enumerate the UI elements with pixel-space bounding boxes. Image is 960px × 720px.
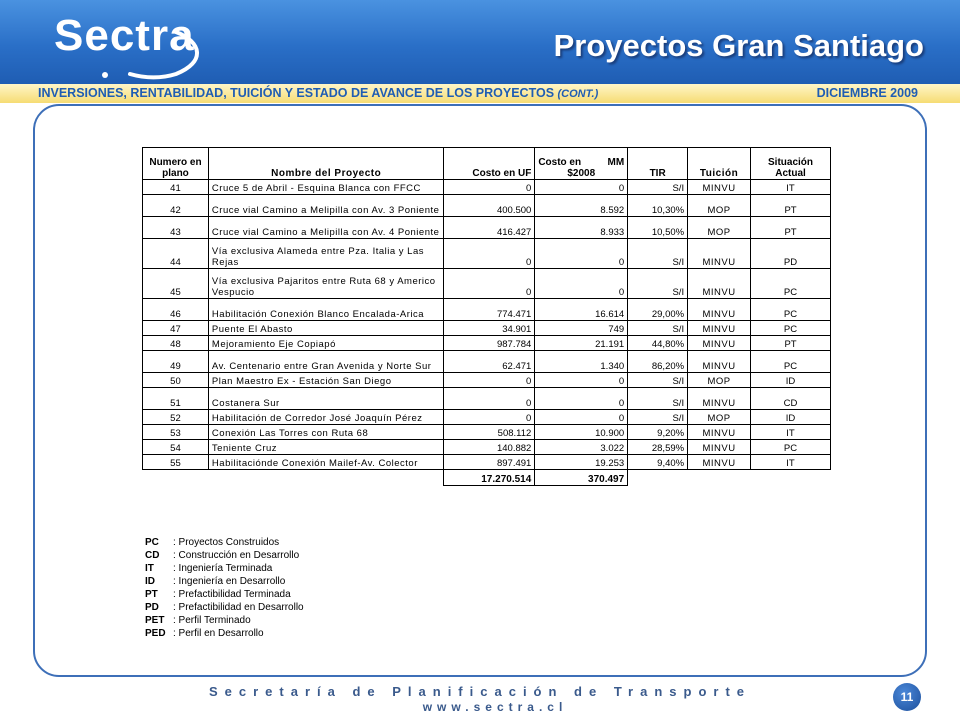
header-tir: TIR	[628, 148, 688, 180]
cell-uf: 0	[444, 180, 535, 195]
table-row	[143, 321, 831, 336]
cell-num: 47	[143, 321, 209, 336]
legend-abbr: PD	[145, 602, 159, 613]
cell-mm: 3.022	[535, 440, 628, 455]
header-sit-line2: Actual	[775, 168, 806, 179]
cell-name: Av. Centenario entre Gran Avenida y Norte Sur	[208, 351, 444, 373]
cell-tir: 44,80%	[628, 336, 688, 351]
cell-mm: 0	[535, 180, 628, 195]
legend-abbr: PED	[145, 628, 166, 639]
legend-abbr: IT	[145, 563, 154, 574]
legend-abbr: ID	[145, 576, 155, 587]
cell-sit: IT	[751, 455, 831, 470]
cell-mm: 16.614	[535, 299, 628, 321]
legend-item	[145, 562, 304, 575]
cell-name: Mejoramiento Eje Copiapó	[208, 336, 444, 351]
cell-name: Vía exclusiva Pajaritos entre Ruta 68 y Americo Vespucio	[208, 269, 444, 299]
cell-uf: 0	[444, 388, 535, 410]
header-mm-line2: $2008	[567, 168, 596, 179]
header-mm-line1: Costo en	[538, 157, 582, 168]
cell-tuicion: MINVU	[688, 388, 751, 410]
cell-tuicion: MINVU	[688, 321, 751, 336]
subtitle-cont: (CONT.)	[557, 88, 599, 100]
total-mm: 370.497	[535, 470, 628, 486]
cell-uf: 0	[444, 373, 535, 388]
legend-abbr: PC	[145, 537, 159, 548]
cell-mm: 19.253	[535, 455, 628, 470]
cell-mm: 10.900	[535, 425, 628, 440]
cell-uf: 400.500	[444, 195, 535, 217]
total-empty	[688, 470, 751, 486]
cell-tuicion: MOP	[688, 373, 751, 388]
cell-name: Teniente Cruz	[208, 440, 444, 455]
cell-tir: 29,00%	[628, 299, 688, 321]
header-banner	[0, 0, 960, 84]
cell-tir: S/I	[628, 239, 688, 269]
total-uf: 17.270.514	[444, 470, 535, 486]
cell-tir: 86,20%	[628, 351, 688, 373]
legend-abbr: CD	[145, 550, 160, 561]
cell-tir: S/I	[628, 388, 688, 410]
cell-num: 41	[143, 180, 209, 195]
cell-name: Habilitación Conexión Blanco Encalada-Arica	[208, 299, 444, 321]
table-row	[143, 336, 831, 351]
table-row	[143, 180, 831, 195]
cell-tir: S/I	[628, 269, 688, 299]
subtitle-main: INVERSIONES, RENTABILIDAD, TUICIÓN Y ESTADO DE AVANCE DE LOS PROYECTOS	[38, 86, 558, 100]
header-name: Nombre del Proyecto	[208, 148, 444, 180]
legend-item	[145, 536, 304, 549]
cell-tuicion: MINVU	[688, 239, 751, 269]
logo-swoosh-icon	[118, 28, 204, 80]
cell-tuicion: MINVU	[688, 440, 751, 455]
legend-item	[145, 627, 304, 640]
cell-uf: 0	[444, 410, 535, 425]
logo-dot	[102, 72, 108, 78]
cell-mm: 0	[535, 269, 628, 299]
cell-name: Puente El Abasto	[208, 321, 444, 336]
legend-item	[145, 575, 304, 588]
cell-sit: PT	[751, 217, 831, 239]
cell-num: 51	[143, 388, 209, 410]
table-header-row	[143, 148, 831, 180]
header-sit-line1: Situación	[768, 157, 814, 168]
subtitle-date: DICIEMBRE 2009	[816, 86, 918, 100]
total-empty	[208, 470, 444, 486]
header-num-line1: Numero en	[149, 157, 202, 168]
cell-uf: 0	[444, 269, 535, 299]
cell-num: 48	[143, 336, 209, 351]
footer-org: Secretaría de Planificación de Transporte	[208, 684, 752, 699]
table-row	[143, 440, 831, 455]
table-row	[143, 217, 831, 239]
header-mm-unit: MM	[607, 157, 625, 168]
total-empty	[143, 470, 209, 486]
cell-name: Cruce vial Camino a Melipilla con Av. 3 Poniente	[208, 195, 444, 217]
cell-num: 46	[143, 299, 209, 321]
cell-uf: 62.471	[444, 351, 535, 373]
legend-desc: : Construcción en Desarrollo	[173, 550, 300, 561]
cell-uf: 774.471	[444, 299, 535, 321]
cell-uf: 897.491	[444, 455, 535, 470]
cell-sit: IT	[751, 425, 831, 440]
cell-tuicion: MINVU	[688, 299, 751, 321]
cell-mm: 21.191	[535, 336, 628, 351]
legend-abbr: PT	[145, 589, 158, 600]
cell-tir: 10,50%	[628, 217, 688, 239]
cell-tuicion: MINVU	[688, 425, 751, 440]
subtitle-text	[38, 86, 598, 100]
cell-uf: 508.112	[444, 425, 535, 440]
cell-num: 44	[143, 239, 209, 269]
cell-num: 43	[143, 217, 209, 239]
cell-mm: 0	[535, 388, 628, 410]
cell-tuicion: MOP	[688, 195, 751, 217]
legend-item	[145, 614, 304, 627]
cell-num: 55	[143, 455, 209, 470]
table-row	[143, 351, 831, 373]
cell-tir: 9,20%	[628, 425, 688, 440]
cell-sit: ID	[751, 410, 831, 425]
cell-name: Costanera Sur	[208, 388, 444, 410]
totals-row	[143, 470, 831, 486]
cell-name: Cruce vial Camino a Melipilla con Av. 4 Poniente	[208, 217, 444, 239]
cell-tir: S/I	[628, 410, 688, 425]
cell-mm: 749	[535, 321, 628, 336]
cell-sit: CD	[751, 388, 831, 410]
cell-num: 53	[143, 425, 209, 440]
table-row	[143, 410, 831, 425]
table-row	[143, 239, 831, 269]
cell-name: Vía exclusiva Alameda entre Pza. Italia y Las Rejas	[208, 239, 444, 269]
cell-tuicion: MOP	[688, 217, 751, 239]
legend-desc: : Perfil en Desarrollo	[173, 628, 264, 639]
cell-tuicion: MINVU	[688, 336, 751, 351]
cell-num: 49	[143, 351, 209, 373]
table-row	[143, 195, 831, 217]
cell-name: Conexión Las Torres con Ruta 68	[208, 425, 444, 440]
cell-tir: 10,30%	[628, 195, 688, 217]
cell-tir: S/I	[628, 373, 688, 388]
cell-tir: 28,59%	[628, 440, 688, 455]
cell-sit: PT	[751, 336, 831, 351]
cell-mm: 8.592	[535, 195, 628, 217]
cell-uf: 0	[444, 239, 535, 269]
cell-uf: 34.901	[444, 321, 535, 336]
legend-desc: : Ingeniería Terminada	[173, 563, 273, 574]
cell-uf: 140.882	[444, 440, 535, 455]
cell-sit: IT	[751, 180, 831, 195]
cell-sit: PC	[751, 269, 831, 299]
cell-uf: 416.427	[444, 217, 535, 239]
legend-item	[145, 588, 304, 601]
cell-sit: PC	[751, 299, 831, 321]
cell-name: Habilitaciónde Conexión Mailef-Av. Colector	[208, 455, 444, 470]
cell-tir: 9,40%	[628, 455, 688, 470]
legend-desc: : Ingeniería en Desarrollo	[173, 576, 286, 587]
table-row	[143, 455, 831, 470]
cell-mm: 0	[535, 410, 628, 425]
cell-num: 52	[143, 410, 209, 425]
cell-uf: 987.784	[444, 336, 535, 351]
footer-url: www.sectra.cl	[422, 700, 568, 714]
cell-sit: PC	[751, 351, 831, 373]
header-mm	[535, 148, 628, 180]
sectra-logo: Sectra	[54, 11, 195, 60]
table-row	[143, 388, 831, 410]
cell-tir: S/I	[628, 321, 688, 336]
projects-table	[142, 147, 831, 486]
total-empty	[628, 470, 688, 486]
legend-abbr: PET	[145, 615, 165, 626]
cell-sit: PT	[751, 195, 831, 217]
legend-item	[145, 549, 304, 562]
cell-name: Habilitación de Corredor José Joaquín Pérez	[208, 410, 444, 425]
legend-desc: : Prefactibilidad Terminada	[173, 589, 291, 600]
cell-num: 45	[143, 269, 209, 299]
legend-desc: : Proyectos Construidos	[173, 537, 280, 548]
table-row	[143, 425, 831, 440]
cell-tuicion: MINVU	[688, 351, 751, 373]
header-situacion	[751, 148, 831, 180]
cell-num: 50	[143, 373, 209, 388]
cell-sit: PC	[751, 321, 831, 336]
cell-tir: S/I	[628, 180, 688, 195]
header-num	[143, 148, 209, 180]
cell-name: Cruce 5 de Abril - Esquina Blanca con FFCC	[208, 180, 444, 195]
cell-tuicion: MINVU	[688, 269, 751, 299]
status-legend	[145, 536, 304, 640]
cell-mm: 8.933	[535, 217, 628, 239]
legend-item	[145, 601, 304, 614]
table-row	[143, 269, 831, 299]
cell-mm: 1.340	[535, 351, 628, 373]
header-num-line2: plano	[162, 168, 189, 179]
legend-desc: : Prefactibilidad en Desarrollo	[173, 602, 304, 613]
legend-desc: : Perfil Terminado	[173, 615, 251, 626]
cell-num: 42	[143, 195, 209, 217]
cell-mm: 0	[535, 239, 628, 269]
cell-tuicion: MOP	[688, 410, 751, 425]
cell-name: Plan Maestro Ex - Estación San Diego	[208, 373, 444, 388]
page-number-badge: 11	[893, 683, 921, 711]
table-row	[143, 299, 831, 321]
cell-sit: PD	[751, 239, 831, 269]
cell-sit: PC	[751, 440, 831, 455]
page-title: Proyectos Gran Santiago	[553, 28, 924, 63]
header-tuicion: Tuición	[688, 148, 751, 180]
table-row	[143, 373, 831, 388]
cell-tuicion: MINVU	[688, 180, 751, 195]
total-empty	[751, 470, 831, 486]
header-uf: Costo en UF	[444, 148, 535, 180]
cell-num: 54	[143, 440, 209, 455]
cell-sit: ID	[751, 373, 831, 388]
cell-mm: 0	[535, 373, 628, 388]
subtitle-bar	[0, 84, 960, 103]
cell-tuicion: MINVU	[688, 455, 751, 470]
